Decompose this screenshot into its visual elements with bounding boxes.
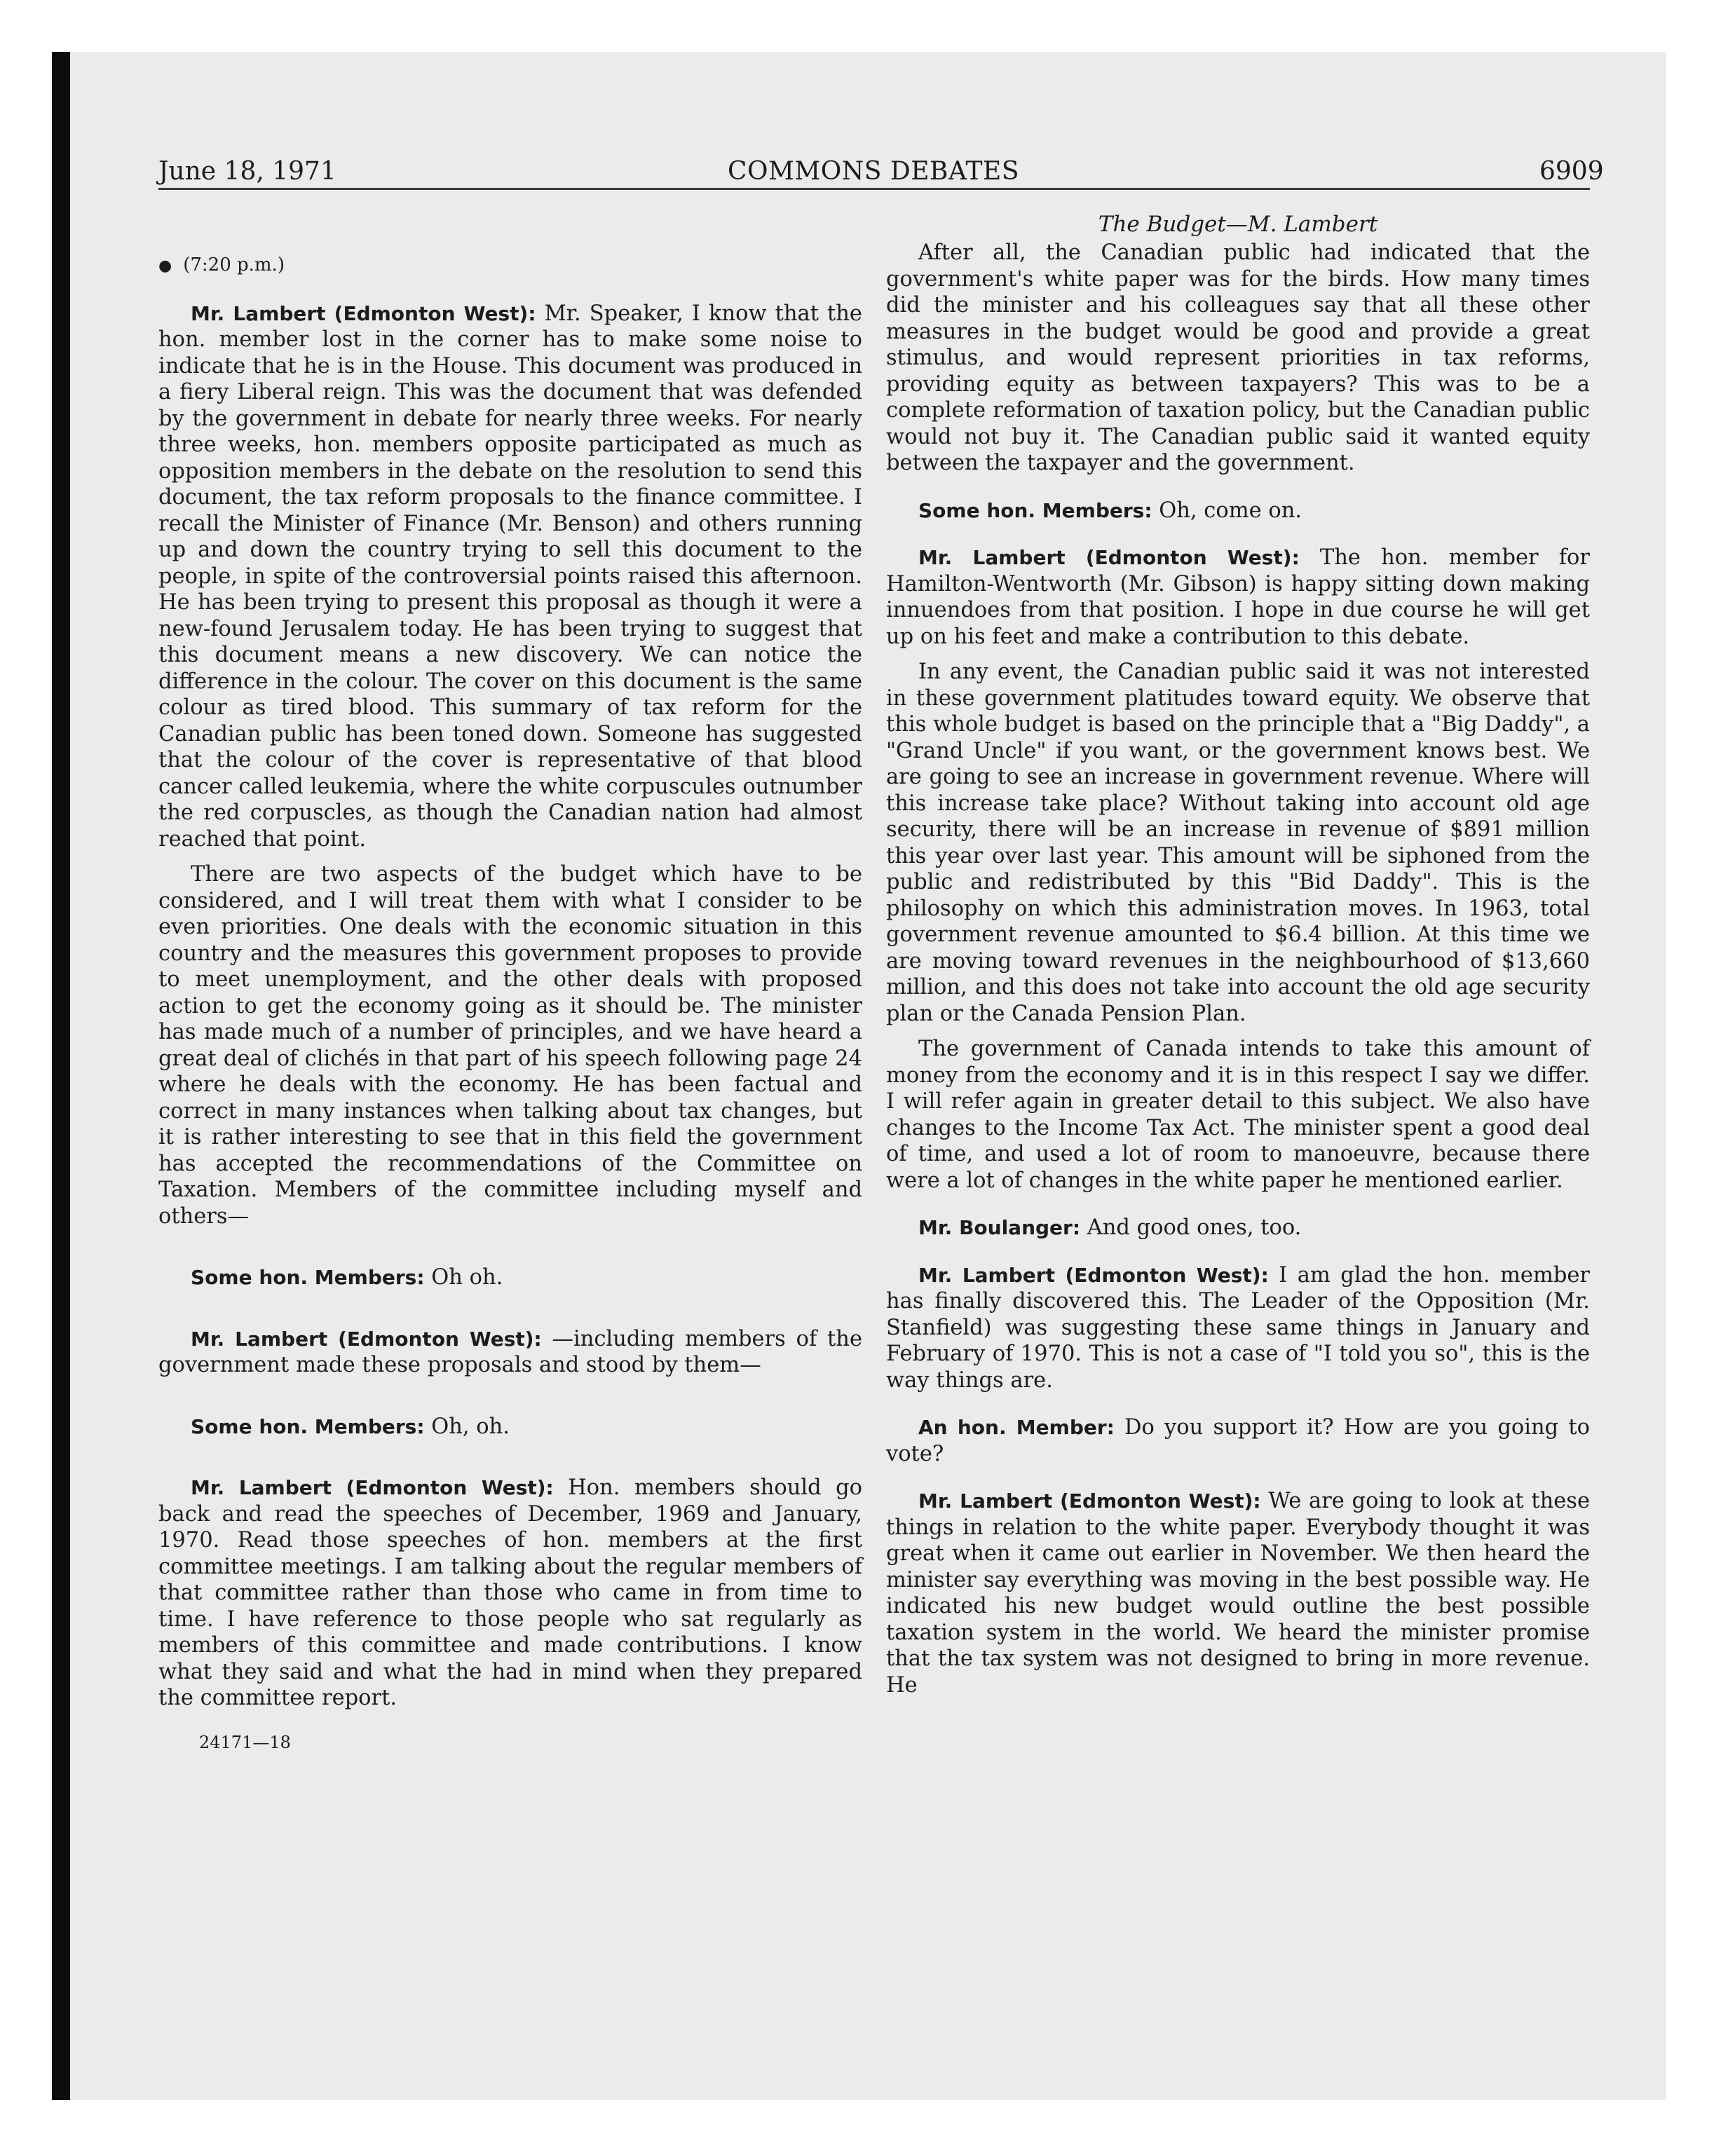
paragraph: The government of Canada intends to take this amount of money from the economy and it is in this respect I say we differ. I will refer again in greater detail to this subject. We also have changes to the Income Tax Act. The minister spent a good deal of time, and used a lot of room to manoeuvre, because there were a lot of changes in the white paper he mentioned earlier.	[886, 1037, 1590, 1193]
speaker-label: Some hon. Members:	[191, 1414, 425, 1438]
speaker-label: Mr. Lambert (Edmonton West):	[918, 1263, 1269, 1287]
paragraph	[158, 1414, 862, 1440]
paragraph: After all, the Canadian public had indicated that the government's white paper was for the birds. How many times did the minister and his colleagues say that all these other measures in the budget would be good and provide a great stimulus, and would represent priorities in tax reforms, providing equity as between taxpayers? This was to be a complete reformation of taxation policy, but the Canadian public would not buy it. The Canadian public said it wanted equity between the taxpayer and the government.	[886, 240, 1590, 475]
speech-text: The hon. member for Hamilton-Wentworth (Mr. Gibson) is happy sitting down making innuendoes from that position. I hope in due course he will get up on his feet and make a contribution to this debate.	[886, 545, 1590, 649]
speech-text: Hon. members should go back and read the speeches of December, 1969 and January, 1970. Read those speeches of hon. members at the first committee meetings. I am talking about the regular members of that committee rather than those who came in from time to time. I have reference to those people who sat regularly as members of this committee and made contributions. I know what they said and what the had in mind when they prepared the committee report.	[158, 1475, 862, 1710]
paragraph	[886, 1414, 1590, 1467]
speech-text: I am glad the hon. member has finally discovered this. The Leader of the Opposition (Mr. Stanfield) was suggesting these same things in January and February of 1970. This is not a case of "I told you so", this is the way things are.	[886, 1262, 1590, 1393]
speaker-label: Mr. Lambert (Edmonton West):	[918, 1489, 1261, 1513]
right-column	[886, 210, 1590, 1698]
paragraph	[886, 1262, 1590, 1394]
paragraph	[886, 1488, 1590, 1698]
speech-text: Oh, come on.	[1152, 498, 1302, 523]
left-column	[158, 210, 862, 1756]
speech-text: Do you support it? How are you going to vote?	[886, 1415, 1590, 1466]
speaker-label: Mr. Lambert (Edmonton West):	[918, 546, 1300, 569]
paragraph	[158, 1264, 862, 1291]
header-date: June 18, 1971	[158, 157, 336, 186]
paragraph	[158, 1326, 862, 1379]
speaker-label: An hon. Member:	[918, 1416, 1115, 1439]
speech-text: We are going to look at these things in relation to the white paper. Everybody thought it was great when it came out earlier in November. We then heard the minister say everything was moving in the best possible way. He indicated his new budget would outline the best possible taxation system in the world. We heard the minister promise that the tax system was not designed to bring in more revenue. He	[886, 1489, 1590, 1698]
page-code: 24171—18	[199, 1732, 291, 1752]
speech-text: And good ones, too.	[1080, 1215, 1302, 1240]
speaker-label: Mr. Boulanger:	[918, 1216, 1081, 1239]
paragraph	[158, 301, 862, 853]
time-stamp-text: (7:20 p.m.)	[183, 254, 285, 275]
paragraph: In any event, the Canadian public said it was not interested in these government platitudes toward equity. We observe that this whole budget is based on the principle that a "Big Daddy", a "Grand Uncle" if you want, or the government knows best. We are going to see an increase in government revenue. Where will this increase take place? Without taking into account old age security, there will be an increase in revenue of $891 million this year over last year. This amount will be siphoned from the public and redistributed by this "Bid Daddy". This is the philosophy on which this administration moves. In 1963, total government revenue amounted to $6.4 billion. At this time we are moving toward revenues in the neighbourhood of $13,660 million, and this does not take into account the old age security plan or the Canada Pension Plan.	[886, 660, 1590, 1026]
speech-text: —including members of the government made these proposals and stood by them—	[158, 1326, 862, 1377]
binding-edge	[52, 52, 70, 2100]
bullet-icon: ●	[158, 257, 172, 275]
speaker-label: Mr. Lambert (Edmonton West):	[191, 301, 536, 325]
paragraph	[886, 498, 1590, 524]
paragraph: There are two aspects of the budget which have to be considered, and I will treat them with what I consider to be even priorities. One deals with the economic situation in this country and the measures this government proposes to provide to meet unemployment, and the other deals with proposed action to get the economy going as it should be. The minister has made much of a number of principles, and we have heard a great deal of clichés in that part of his speech following page 24 where he deals with the economy. He has been factual and correct in many instances when talking about tax changes, but it is rather interesting to see that in this field the government has accepted the recommendations of the Committee on Taxation. Members of the committee including myself and others—	[158, 862, 862, 1229]
paragraph	[158, 1475, 862, 1712]
time-stamp	[158, 252, 862, 280]
speech-text: Mr. Speaker, I know that the hon. member lost in the corner has to make some noise to indicate that he is in the House. This document was produced in a fiery Liberal reign. This was the document that was defended by the government in debate for nearly three weeks. For nearly three weeks, hon. members opposite participated as much as opposition members in the debate on the resolution to send this document, the tax reform proposals to the finance committee. I recall the Minister of Finance (Mr. Benson) and others running up and down the country trying to sell this document to the people, in spite of the controversial points raised this afternoon. He has been trying to present this proposal as though it were a new-found Jerusalem today. He has been trying to suggest that this document means a new discovery. We can notice the difference in the colour. The cover on this document is the same colour as tired blood. This summary of tax reform for the Canadian public has been toned down. Someone has suggested that the colour of the cover is representative of that blood cancer called leukemia, where the white corpuscules outnumber the red corpuscles, as though the Canadian nation had almost reached that point.	[158, 301, 862, 852]
speaker-label: Some hon. Members:	[918, 498, 1152, 522]
header-page-number: 6909	[1539, 157, 1604, 186]
speech-text: Oh, oh.	[424, 1414, 510, 1439]
header-title: COMMONS DEBATES	[728, 157, 1019, 186]
running-head: The Budget—M. Lambert	[1098, 212, 1378, 237]
speaker-label: Some hon. Members:	[191, 1266, 425, 1289]
speaker-label: Mr. Lambert (Edmonton West):	[191, 1476, 554, 1499]
paragraph	[886, 545, 1590, 650]
speech-text: Oh oh.	[424, 1265, 503, 1290]
header-rule	[158, 188, 1590, 190]
paragraph	[886, 1215, 1590, 1241]
speaker-label: Mr. Lambert (Edmonton West):	[191, 1327, 542, 1351]
